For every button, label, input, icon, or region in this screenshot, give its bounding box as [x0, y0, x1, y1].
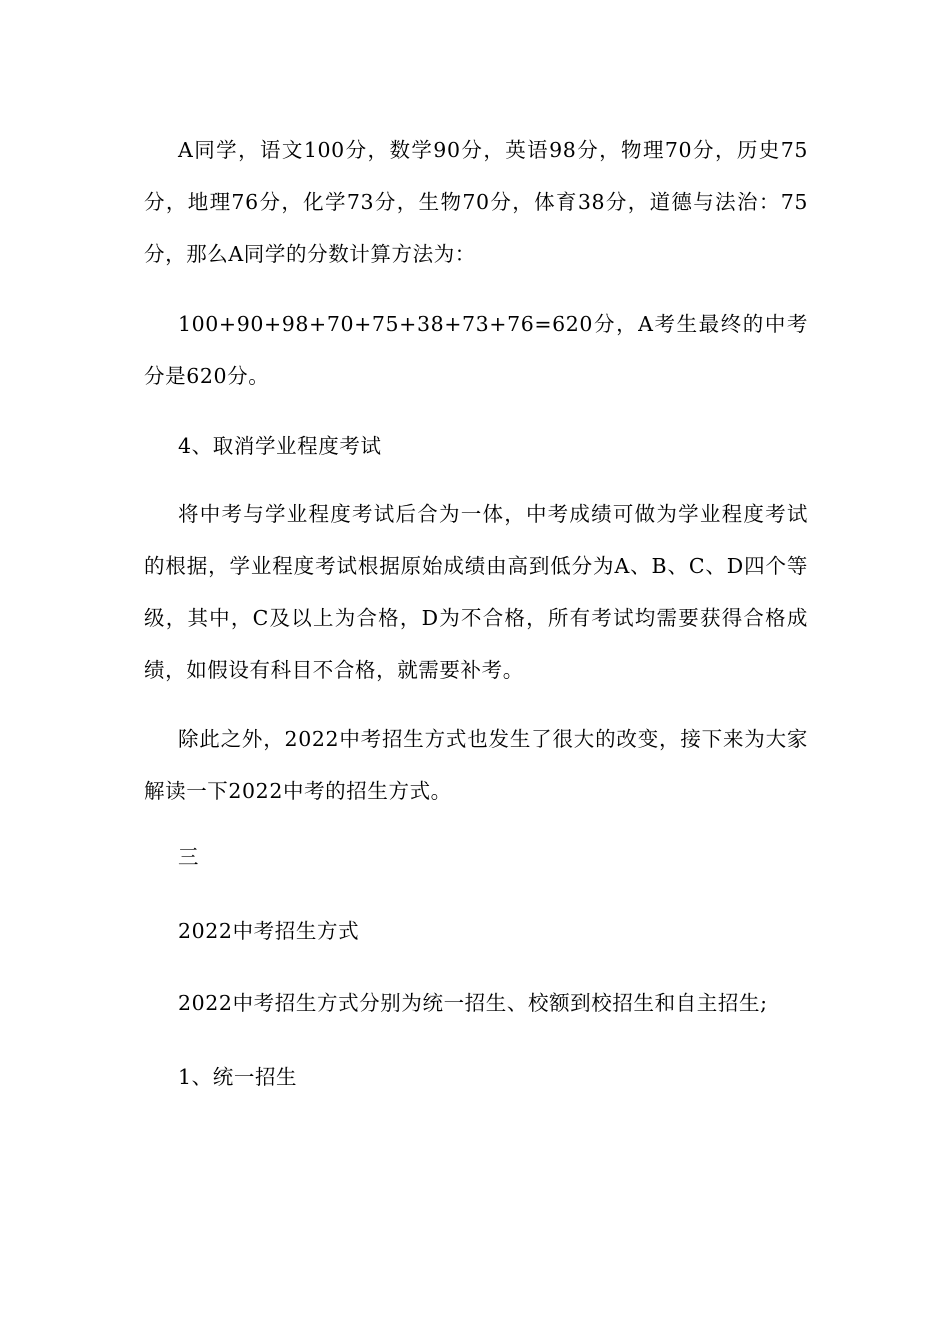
- heading-unified-admission: 1、统一招生: [178, 1065, 298, 1089]
- section-title: 2022中考招生方式: [178, 919, 360, 943]
- section-number: 三: [178, 845, 200, 869]
- paragraph-admission-change: 除此之外，2022中考招生方式也发生了很大的改变，接下来为大家解读一下2022中考的招生方式。: [144, 727, 808, 803]
- paragraph-merge-exams: 将中考与学业程度考试后合为一体，中考成绩可做为学业程度考试的根据，学业程度考试根据原始成绩由高到低分为A、B、C、D四个等级，其中，C及以上为合格，D为不合格，所有考试均需要获得合格成绩，如假设有科目不合格，就需要补考。: [144, 502, 808, 682]
- heading-cancel-level-exam: 4、取消学业程度考试: [178, 434, 382, 458]
- paragraph-score-calculation: 100+90+98+70+75+38+73+76=620分，A考生最终的中考分是620分。: [144, 312, 808, 388]
- paragraph-score-example: A同学，语文100分，数学90分，英语98分，物理70分，历史75分，地理76分，化学73分，生物70分，体育38分，道德与法治：75分，那么A同学的分数计算方法为：: [144, 138, 808, 266]
- paragraph-admission-methods: 2022中考招生方式分别为统一招生、校额到校招生和自主招生;: [178, 991, 768, 1015]
